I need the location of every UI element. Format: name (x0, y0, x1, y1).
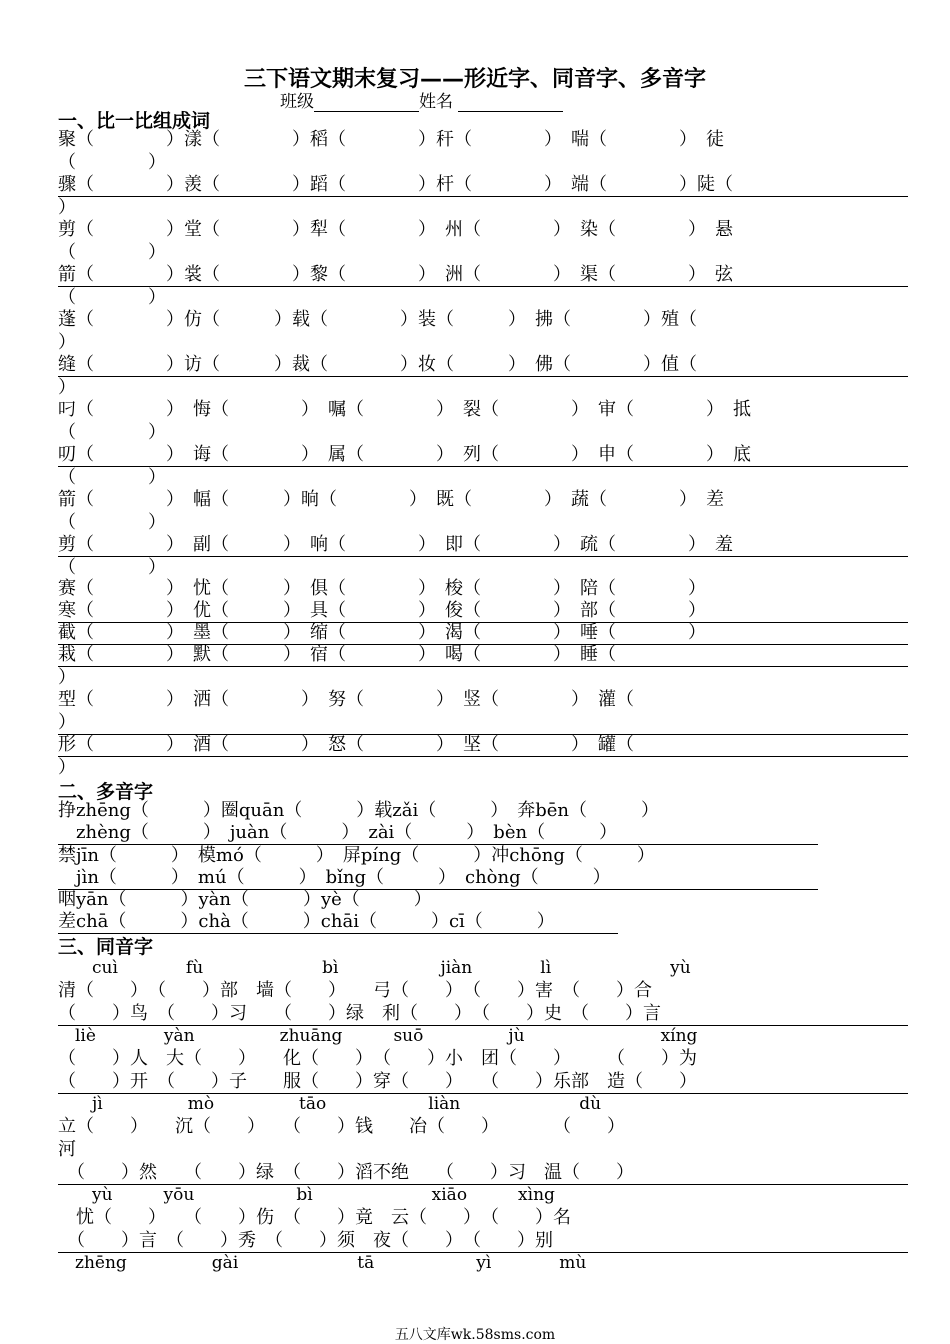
section1-heading: 一、比一比组成词 (58, 110, 211, 132)
pinyin-row: jì mò tāo liàn dù (58, 1094, 602, 1114)
section3-line: 河 (58, 1139, 76, 1160)
footer-watermark: 五八文库wk.58sms.com (394, 1327, 556, 1343)
section1-line: ） (58, 377, 76, 398)
section2-line: 禁jīn（ ） 模mó（ ） 屏píng（ ）冲chōng（ ） (58, 845, 655, 866)
section1-line: 箭（ ） 幅（ ）晌（ ） 既（ ） 蔬（ ） 差 (58, 489, 724, 510)
section2-line: jìn（ ） mú（ ） bǐng（ ） chòng（ ） (58, 867, 818, 890)
section1-line: （ ） (58, 152, 166, 173)
section1-line: （ ） (58, 557, 166, 578)
section1-line: 箭（ ）裳（ ）黎（ ） 洲（ ） 渠（ ） 弦 (58, 264, 908, 287)
class-label: 班级 (280, 92, 314, 112)
section1-line: 剪（ ）堂（ ）犁（ ） 州（ ） 染（ ） 悬 (58, 219, 733, 240)
section1-line: （ ） (58, 422, 166, 443)
section3-line: （ ）然 （ ）绿 （ ）滔不绝 （ ）习 温（ ） (58, 1162, 908, 1185)
section1-line: （ ） (58, 242, 166, 263)
name-label: 姓名 (419, 92, 453, 112)
section2-line: zhèng（ ） juàn（ ） zài（ ） bèn（ ） (58, 822, 818, 845)
section1-line: ） (58, 332, 76, 353)
section3-line: （ ）言 （ ）秀 （ ）须 夜（ ） （ ）别 (58, 1230, 908, 1253)
section1-line: 赛（ ） 忧（ ） 俱（ ） 梭（ ） 陪（ ） (58, 578, 706, 599)
section3-line: 忧（ ） （ ）伤 （ ）竟 云（ ） （ ）名 (58, 1207, 571, 1228)
section1-line: 叼（ ） 悔（ ） 嘱（ ） 裂（ ） 审（ ） 抵 (58, 399, 751, 420)
section1-line: 截（ ） 墨（ ） 缩（ ） 渴（ ） 唾（ ） (58, 622, 908, 645)
section3-line: （ ）鸟 （ ）习 （ ）绿 利（ ） （ ）史 （ ）言 (58, 1003, 908, 1026)
section1-line: ） (58, 712, 908, 735)
section1-line: 型（ ） 洒（ ） 努（ ） 竖（ ） 灌（ (58, 689, 634, 710)
section2-heading: 二、多音字 (58, 781, 154, 803)
section2-line: 差chā（ ）chà（ ）chāi（ ）cī（ ） (58, 911, 618, 934)
pinyin-row: zhēng gài tā yì mù (58, 1253, 587, 1273)
section3-line: 立（ ） 沉（ ） （ ）钱 冶（ ） （ ） (58, 1116, 625, 1137)
section1-line: 栽（ ） 默（ ） 宿（ ） 喝（ ） 睡（ (58, 644, 908, 667)
section2-line: 挣zhēng（ ）圈quān（ ）载zǎi（ ） 奔bēn（ ） (58, 800, 660, 821)
section3-line: 清（ ） （ ）部 墙（ ） 弓（ ） （ ）害 （ ）合 (58, 980, 652, 1001)
section3-line: （ ）开 （ ）子 服（ ）穿（ ） （ ）乐部 造（ ） (58, 1071, 908, 1094)
section3-heading: 三、同音字 (58, 936, 154, 958)
section1-line: （ ） (58, 467, 166, 488)
section2-line: 咽yān（ ）yàn（ ）yè（ ） (58, 889, 432, 910)
name-blank (458, 95, 563, 112)
section1-line: 蓬（ ）仿（ ）载（ ）装（ ） 拂（ ）殖（ (58, 309, 697, 330)
pinyin-row: liè yàn zhuāng suō jù xíng (58, 1026, 698, 1046)
section1-line: （ ） (58, 512, 166, 533)
section1-line: 聚（ ）漾（ ）稻（ ）秆（ ） 喘（ ） 徒 (58, 129, 724, 150)
page-title: 三下语文期末复习——形近字、同音字、多音字 (243, 67, 706, 92)
pinyin-row: yù yōu bì xiāo xìng (58, 1185, 555, 1205)
section1-line: ） (58, 197, 76, 218)
section1-line: ） (58, 667, 76, 688)
section1-line: 叨（ ） 诲（ ） 属（ ） 列（ ） 申（ ） 底 (58, 444, 908, 467)
student-info (280, 87, 563, 112)
section1-line: 形（ ） 酒（ ） 怒（ ） 坚（ ） 罐（ (58, 734, 908, 757)
section1-line: 剪（ ） 副（ ） 响（ ） 即（ ） 疏（ ） 羞 (58, 534, 908, 557)
section1-line: 缝（ ）访（ ）裁（ ）妆（ ） 佛（ ）值（ (58, 354, 908, 377)
section1-line: 骤（ ）羡（ ）蹈（ ）杆（ ） 端（ ）陡（ (58, 174, 908, 197)
section3-line: （ ）人 大（ ） 化（ ） （ ）小 团（ ） （ ）为 (58, 1048, 697, 1069)
pinyin-row: cuì fù bì jiàn lì yù (58, 958, 691, 978)
section1-line: （ ） (58, 287, 166, 308)
class-blank (314, 95, 419, 112)
section1-line: ） (58, 757, 76, 778)
section1-line: 寒（ ） 优（ ） 具（ ） 俊（ ） 部（ ） (58, 600, 908, 623)
